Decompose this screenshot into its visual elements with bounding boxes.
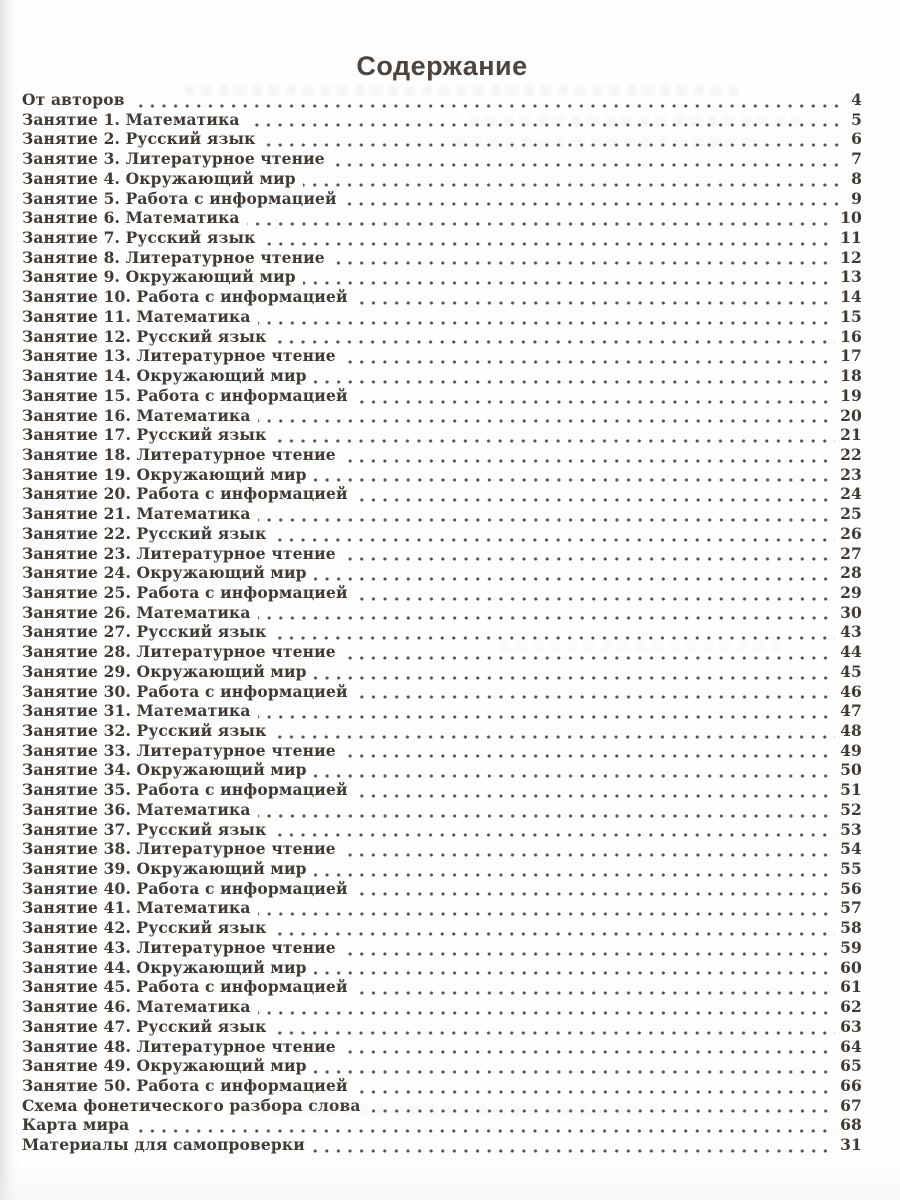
- toc-row: [22, 346, 862, 366]
- toc-row: [22, 662, 862, 682]
- dot-leader: [343, 853, 835, 857]
- toc-entry-page: 60: [840, 957, 862, 977]
- toc-row: [22, 248, 862, 268]
- toc-row: [22, 425, 862, 445]
- toc-entry-label: Занятие 30. Работа с информацией: [22, 681, 348, 701]
- dot-leader: [258, 1011, 836, 1015]
- toc-row: [22, 800, 862, 820]
- dot-leader: [355, 400, 836, 404]
- toc-entry-label: От авторов: [22, 90, 125, 109]
- toc-entry-page: 6: [851, 129, 862, 149]
- dot-leader: [247, 222, 836, 226]
- toc-entry-label: Занятие 31. Математика: [22, 701, 251, 721]
- toc-entry-label: Занятие 45. Работа с информацией: [22, 977, 348, 997]
- dot-leader: [314, 478, 835, 482]
- toc-entry-page: 13: [840, 267, 862, 287]
- dot-leader: [314, 380, 835, 384]
- toc-entry-page: 26: [840, 523, 862, 543]
- table-of-contents: [22, 90, 862, 1155]
- dot-leader: [332, 261, 835, 265]
- toc-entry-label: Занятие 28. Литературное чтение: [22, 642, 336, 662]
- dot-leader: [273, 538, 835, 542]
- dot-leader: [258, 715, 836, 719]
- dot-leader: [343, 360, 835, 364]
- toc-entry-label: Занятие 24. Окружающий мир: [22, 563, 307, 583]
- toc-entry-page: 24: [840, 484, 862, 504]
- toc-entry-page: 45: [840, 661, 862, 681]
- toc-row: [22, 149, 862, 169]
- dot-leader: [355, 301, 836, 305]
- dot-leader: [343, 557, 835, 561]
- dot-leader: [273, 439, 835, 443]
- toc-entry-label: Занятие 22. Русский язык: [22, 523, 267, 543]
- toc-entry-label: Занятие 33. Литературное чтение: [22, 740, 336, 760]
- toc-entry-label: Занятие 16. Математика: [22, 405, 251, 425]
- toc-entry-label: Занятие 17. Русский язык: [22, 425, 267, 445]
- toc-entry-page: 68: [840, 1115, 862, 1135]
- toc-entry-page: 57: [840, 898, 862, 918]
- toc-entry-page: 61: [840, 977, 862, 997]
- dot-leader: [368, 1109, 836, 1113]
- toc-row: [22, 898, 862, 918]
- toc-entry-label: Занятие 50. Работа с информацией: [22, 1075, 348, 1095]
- toc-entry-page: 56: [840, 878, 862, 898]
- toc-entry-page: 20: [840, 405, 862, 425]
- toc-entry-page: 25: [840, 504, 862, 524]
- dot-leader: [355, 794, 836, 798]
- toc-entry-page: 46: [840, 681, 862, 701]
- toc-row: [22, 583, 862, 603]
- toc-entry-page: 19: [840, 385, 862, 405]
- toc-entry-label: Занятие 5. Работа с информацией: [22, 188, 337, 208]
- toc-row: [22, 879, 862, 899]
- toc-entry-page: 15: [840, 306, 862, 326]
- toc-entry-page: 53: [840, 819, 862, 839]
- toc-entry-page: 48: [840, 721, 862, 740]
- toc-row: [22, 1037, 862, 1057]
- toc-row: [22, 1076, 862, 1096]
- toc-row: [22, 484, 862, 504]
- toc-entry-label: Занятие 41. Математика: [22, 898, 251, 918]
- toc-row: [22, 307, 862, 327]
- dot-leader: [273, 1031, 835, 1035]
- dot-leader: [258, 814, 836, 818]
- toc-row: [22, 129, 862, 149]
- dot-leader: [343, 656, 835, 660]
- toc-row: [22, 977, 862, 997]
- toc-entry-page: 28: [840, 563, 862, 583]
- dot-leader: [273, 735, 835, 739]
- toc-entry-page: 23: [840, 464, 862, 484]
- toc-row: [22, 682, 862, 702]
- toc-entry-label: Занятие 6. Математика: [22, 208, 240, 228]
- toc-entry-page: 22: [840, 444, 862, 464]
- dot-leader: [273, 833, 835, 837]
- toc-row: [22, 1056, 862, 1076]
- toc-row: [22, 701, 862, 721]
- dot-leader: [258, 616, 836, 620]
- toc-entry-label: Занятие 47. Русский язык: [22, 1016, 267, 1036]
- toc-entry-page: 52: [840, 799, 862, 819]
- toc-entry-page: 47: [840, 701, 862, 721]
- toc-entry-label: Занятие 32. Русский язык: [22, 721, 267, 740]
- toc-row: [22, 189, 862, 209]
- toc-entry-label: Занятие 3. Литературное чтение: [22, 149, 325, 169]
- toc-entry-label: Занятие 43. Литературное чтение: [22, 937, 336, 957]
- toc-entry-page: 27: [840, 543, 862, 563]
- toc-entry-page: 14: [840, 287, 862, 307]
- toc-entry-label: Занятие 4. Окружающий мир: [22, 168, 296, 188]
- toc-entry-page: 30: [840, 602, 862, 622]
- dot-leader: [343, 754, 835, 758]
- toc-entry-label: Карта мира: [22, 1115, 130, 1135]
- toc-entry-label: Занятие 26. Математика: [22, 602, 251, 622]
- toc-entry-label: Занятие 39. Окружающий мир: [22, 859, 307, 879]
- toc-entry-label: Занятие 34. Окружающий мир: [22, 760, 307, 780]
- toc-entry-page: 54: [840, 839, 862, 859]
- dot-leader: [314, 676, 835, 680]
- toc-entry-page: 43: [840, 622, 862, 642]
- toc-entry-label: Занятие 44. Окружающий мир: [22, 957, 307, 977]
- dot-leader: [312, 1149, 835, 1153]
- toc-row: [22, 287, 862, 307]
- dot-leader: [344, 202, 846, 206]
- toc-row: [22, 642, 862, 662]
- toc-entry-label: Занятие 18. Литературное чтение: [22, 444, 336, 464]
- toc-entry-label: Занятие 23. Литературное чтение: [22, 543, 336, 563]
- toc-entry-label: Занятие 42. Русский язык: [22, 918, 267, 938]
- dot-leader: [314, 1070, 835, 1074]
- page-title: Содержание: [356, 51, 528, 81]
- toc-row: [22, 918, 862, 938]
- toc-row: [22, 228, 862, 248]
- toc-entry-page: 8: [851, 168, 862, 188]
- toc-row: [22, 504, 862, 524]
- dot-leader: [263, 242, 836, 246]
- toc-entry-label: Занятие 40. Работа с информацией: [22, 878, 348, 898]
- toc-entry-label: Материалы для самопроверки: [22, 1135, 305, 1155]
- toc-entry-page: 55: [840, 859, 862, 879]
- dot-leader: [258, 321, 836, 325]
- toc-entry-page: 10: [840, 208, 862, 228]
- dot-leader: [343, 1050, 835, 1054]
- dot-leader: [258, 518, 836, 522]
- toc-row: [22, 524, 862, 544]
- toc-entry-page: 67: [840, 1095, 862, 1115]
- toc-entry-label: Занятие 13. Литературное чтение: [22, 346, 336, 366]
- dot-leader: [258, 912, 836, 916]
- dot-leader: [303, 183, 846, 187]
- dot-leader: [132, 104, 846, 108]
- dot-leader: [273, 636, 835, 640]
- toc-row: [22, 820, 862, 840]
- toc-entry-label: Занятие 27. Русский язык: [22, 622, 267, 642]
- toc-row: [22, 760, 862, 780]
- toc-row: [22, 110, 862, 130]
- toc-entry-page: 59: [840, 937, 862, 957]
- toc-row: [22, 1115, 862, 1135]
- toc-entry-page: 58: [840, 918, 862, 938]
- dot-leader: [314, 774, 835, 778]
- toc-entry-page: 18: [840, 366, 862, 386]
- toc-entry-label: Занятие 37. Русский язык: [22, 819, 267, 839]
- toc-row: [22, 563, 862, 583]
- toc-entry-label: Занятие 36. Математика: [22, 799, 251, 819]
- toc-entry-label: Занятие 49. Окружающий мир: [22, 1056, 307, 1076]
- toc-row: [22, 445, 862, 465]
- dot-leader: [314, 873, 835, 877]
- dot-leader: [258, 419, 836, 423]
- toc-row: [22, 386, 862, 406]
- dot-leader: [343, 952, 835, 956]
- toc-row: [22, 938, 862, 958]
- toc-entry-page: 62: [840, 997, 862, 1017]
- toc-entry-page: 31: [840, 1135, 862, 1155]
- toc-entry-label: Занятие 19. Окружающий мир: [22, 464, 307, 484]
- toc-entry-page: 4: [851, 90, 862, 109]
- toc-entry-label: Занятие 14. Окружающий мир: [22, 366, 307, 386]
- toc-entry-label: Занятие 38. Литературное чтение: [22, 839, 336, 859]
- toc-entry-page: 12: [840, 247, 862, 267]
- dot-leader: [355, 892, 836, 896]
- toc-row: [22, 839, 862, 859]
- toc-entry-label: Занятие 15. Работа с информацией: [22, 385, 348, 405]
- toc-entry-page: 44: [840, 642, 862, 662]
- toc-row: [22, 1017, 862, 1037]
- dot-leader: [355, 1090, 836, 1094]
- toc-entry-page: 50: [840, 760, 862, 780]
- toc-row: [22, 544, 862, 564]
- dot-leader: [273, 340, 835, 344]
- toc-entry-page: 16: [840, 326, 862, 346]
- toc-entry-label: Занятие 8. Литературное чтение: [22, 247, 325, 267]
- toc-entry-page: 9: [851, 188, 862, 208]
- toc-entry-label: Занятие 35. Работа с информацией: [22, 780, 348, 800]
- toc-row: [22, 1135, 862, 1155]
- toc-entry-page: 7: [851, 149, 862, 169]
- toc-entry-label: Занятие 29. Окружающий мир: [22, 661, 307, 681]
- dot-leader: [355, 695, 836, 699]
- dot-leader: [303, 281, 835, 285]
- toc-entry-label: Занятие 48. Литературное чтение: [22, 1036, 336, 1056]
- dot-leader: [247, 123, 846, 127]
- toc-row: [22, 366, 862, 386]
- toc-row: [22, 90, 862, 110]
- toc-entry-page: 63: [840, 1016, 862, 1036]
- toc-row: [22, 465, 862, 485]
- toc-row: [22, 603, 862, 623]
- toc-entry-page: 29: [840, 582, 862, 602]
- toc-row: [22, 741, 862, 761]
- dot-leader: [332, 163, 846, 167]
- dot-leader: [273, 932, 835, 936]
- toc-entry-label: Занятие 7. Русский язык: [22, 228, 256, 248]
- dot-leader: [343, 459, 835, 463]
- toc-row: [22, 958, 862, 978]
- toc-entry-label: Занятие 46. Математика: [22, 997, 251, 1017]
- toc-entry-label: Занятие 21. Математика: [22, 504, 251, 524]
- toc-entry-page: 21: [840, 425, 862, 445]
- dot-leader: [355, 991, 836, 995]
- toc-entry-page: 51: [840, 780, 862, 800]
- toc-entry-page: 49: [840, 740, 862, 760]
- dot-leader: [355, 597, 836, 601]
- toc-row: [22, 406, 862, 426]
- dot-leader: [136, 1129, 835, 1133]
- toc-entry-label: Занятие 2. Русский язык: [22, 129, 256, 149]
- dot-leader: [314, 577, 835, 581]
- toc-row: [22, 859, 862, 879]
- toc-entry-label: Занятие 12. Русский язык: [22, 326, 267, 346]
- toc-row: [22, 622, 862, 642]
- toc-entry-page: 5: [851, 109, 862, 129]
- toc-row: [22, 1096, 862, 1116]
- toc-entry-label: Занятие 25. Работа с информацией: [22, 582, 348, 602]
- dot-leader: [263, 143, 847, 147]
- toc-row: [22, 327, 862, 347]
- toc-row: [22, 997, 862, 1017]
- toc-entry-label: Занятие 10. Работа с информацией: [22, 287, 348, 307]
- toc-entry-page: 64: [840, 1036, 862, 1056]
- toc-row: [22, 169, 862, 189]
- toc-entry-label: Занятие 11. Математика: [22, 306, 251, 326]
- toc-entry-page: 66: [840, 1075, 862, 1095]
- dot-leader: [314, 971, 835, 975]
- toc-entry-page: 65: [840, 1056, 862, 1076]
- toc-entry-label: Занятие 1. Математика: [22, 109, 240, 129]
- dot-leader: [355, 498, 836, 502]
- toc-entry-page: 11: [840, 228, 862, 248]
- toc-entry-label: Занятие 9. Окружающий мир: [22, 267, 296, 287]
- toc-row: [22, 721, 862, 741]
- toc-row: [22, 208, 862, 228]
- toc-row: [22, 780, 862, 800]
- toc-entry-label: Занятие 20. Работа с информацией: [22, 484, 348, 504]
- toc-entry-page: 17: [840, 346, 862, 366]
- toc-row: [22, 267, 862, 287]
- toc-entry-label: Схема фонетического разбора слова: [22, 1095, 361, 1115]
